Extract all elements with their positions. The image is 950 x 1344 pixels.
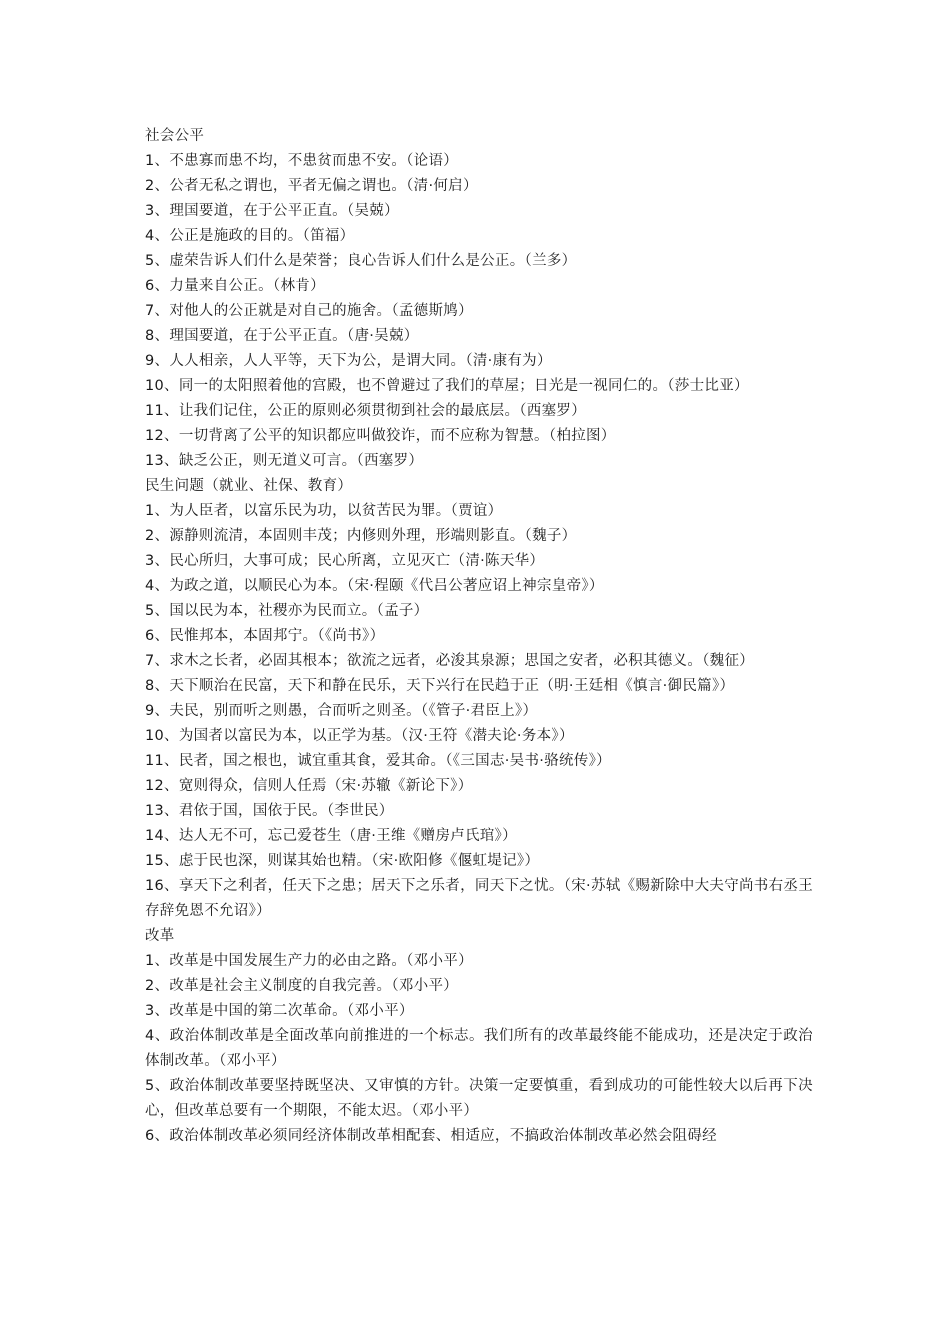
quote-item: 6、力量来自公正。（林肯）: [145, 278, 325, 294]
quote-item: 15、虑于民也深，则谋其始也精。（宋·欧阳修《偃虹堤记》）: [145, 853, 540, 869]
quote-item: 10、同一的太阳照着他的宫殿，也不曾避过了我们的草屋；日光是一视同仁的。（莎士比亚）: [145, 378, 749, 394]
quote-item: 14、达人无不可，忘己爱苍生（唐·王维《赠房卢氏琯》）: [145, 828, 517, 844]
quote-item: 12、宽则得众，信则人任焉（宋·苏辙《新论下》）: [145, 778, 473, 794]
quote-item: 7、求木之长者，必固其根本；欲流之远者，必浚其泉源；思国之安者，必积其德义。（魏征）: [145, 653, 755, 669]
quote-item: 2、公者无私之谓也，平者无偏之谓也。（清·何启）: [145, 178, 478, 194]
quote-item: 6、民惟邦本，本固邦宁。（《尚书》）: [145, 628, 385, 644]
quote-item: 13、缺乏公正，则无道义可言。（西塞罗）: [145, 453, 424, 469]
quote-item: 11、民者，国之根也，诚宜重其食，爱其命。（《三国志·吴书·骆统传》）: [145, 753, 611, 769]
section-heading: 改革: [145, 928, 175, 944]
quote-item: 1、改革是中国发展生产力的必由之路。（邓小平）: [145, 953, 473, 969]
section-heading: 社会公平: [145, 128, 205, 144]
quote-item: 3、改革是中国的第二次革命。（邓小平）: [145, 1003, 414, 1019]
document-page: [145, 124, 813, 1149]
quote-item: 5、国以民为本，社稷亦为民而立。（孟子）: [145, 603, 429, 619]
quote-item: 4、政治体制改革是全面改革向前推进的一个标志。我们所有的改革最终能不能成功，还是决定于政治体制改革。（邓小平）: [145, 1028, 813, 1069]
quote-item: 8、理国要道，在于公平正直。（唐·吴兢）: [145, 328, 419, 344]
quote-item: 3、民心所归，大事可成；民心所离，立见灭亡（清·陈天华）: [145, 553, 545, 569]
quote-item: 1、为人臣者，以富乐民为功，以贫苦民为罪。（贾谊）: [145, 503, 503, 519]
quote-item: 13、君依于国，国依于民。（李世民）: [145, 803, 394, 819]
quote-item: 3、理国要道，在于公平正直。（吴兢）: [145, 203, 399, 219]
quote-item: 4、公正是施政的目的。（笛福）: [145, 228, 355, 244]
quote-item: 4、为政之道，以顺民心为本。（宋·程颐《代吕公著应诏上神宗皇帝》）: [145, 578, 604, 594]
quote-item: 5、政治体制改革要坚持既坚决、又审慎的方针。决策一定要慎重，看到成功的可能性较大以后再下决心，但改革总要有一个期限，不能太迟。（邓小平）: [145, 1078, 813, 1119]
quote-item: 2、改革是社会主义制度的自我完善。（邓小平）: [145, 978, 459, 994]
quote-item: 7、对他人的公正就是对自己的施舍。（孟德斯鸠）: [145, 303, 473, 319]
quote-item: 1、不患寡而患不均，不患贫而患不安。（论语）: [145, 153, 459, 169]
quote-item: 6、政治体制改革必须同经济体制改革相配套、相适应，不搞政治体制改革必然会阻碍经: [145, 1128, 717, 1144]
quote-item: 2、源静则流清，本固则丰茂；内修则外理，形端则影直。（魏子）: [145, 528, 577, 544]
quote-item: 8、天下顺治在民富，天下和静在民乐，天下兴行在民趋于正（明·王廷相《慎言·御民篇》）: [145, 678, 735, 694]
quote-item: 9、夫民，别而听之则愚，合而听之则圣。（《管子·君臣上》）: [145, 703, 538, 719]
quote-item: 12、一切背离了公平的知识都应叫做狡诈，而不应称为智慧。（柏拉图）: [145, 428, 616, 444]
quote-item: 9、人人相亲，人人平等，天下为公，是谓大同。（清·康有为）: [145, 353, 552, 369]
quote-item: 10、为国者以富民为本，以正学为基。（汉·王符《潜夫论·务本》）: [145, 728, 574, 744]
quote-item: 16、享天下之利者，任天下之患；居天下之乐者，同天下之忧。（宋·苏轼《赐新除中大夫守尚书右丞王存辞免恩不允诏》）: [145, 878, 813, 919]
section-heading: 民生问题（就业、社保、教育）: [145, 478, 353, 494]
quote-item: 11、让我们记住，公正的原则必须贯彻到社会的最底层。（西塞罗）: [145, 403, 586, 419]
quote-item: 5、虚荣告诉人们什么是荣誉；良心告诉人们什么是公正。（兰多）: [145, 253, 577, 269]
